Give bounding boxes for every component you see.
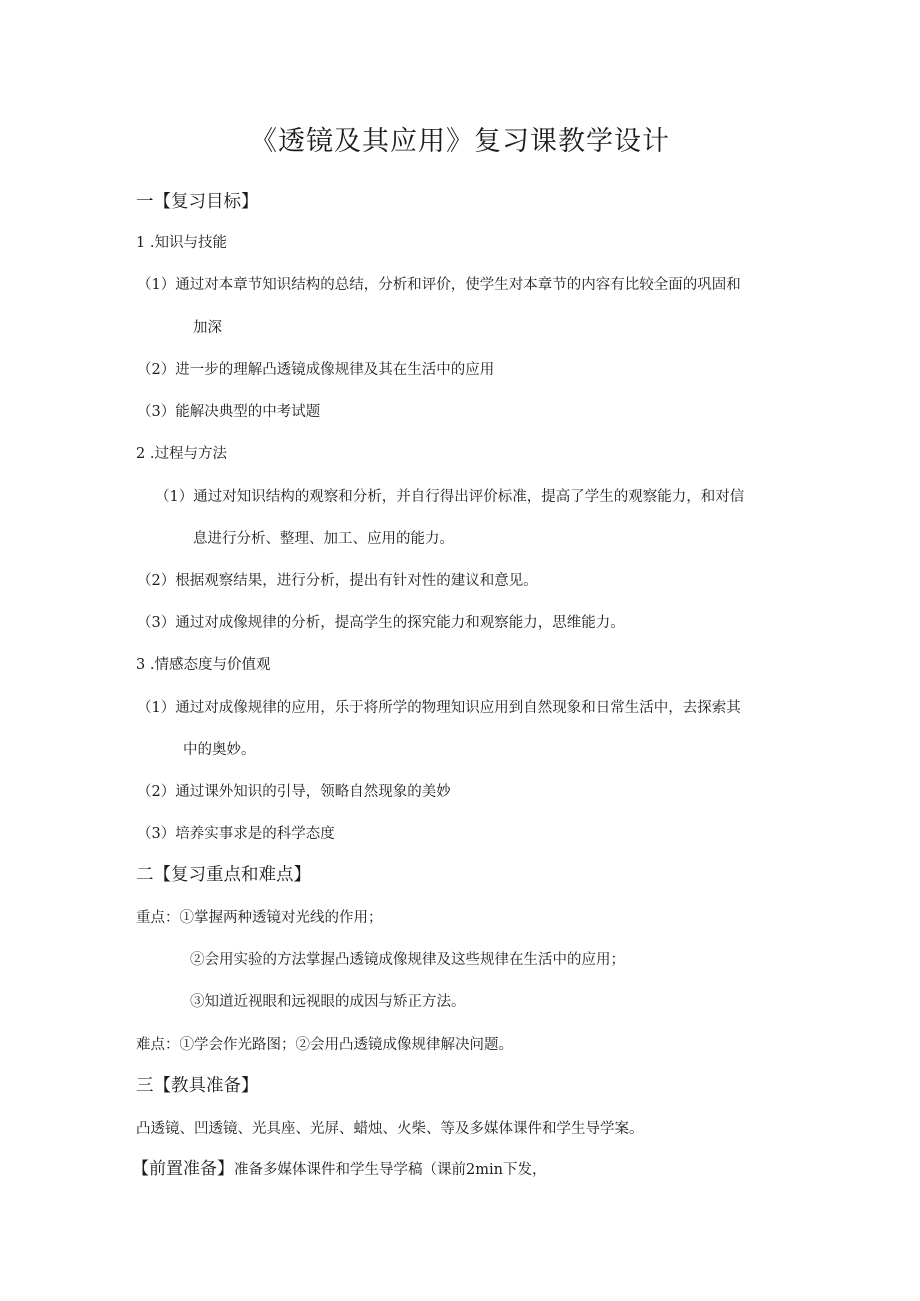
list-item: （2）通过课外知识的引导，领略自然现象的美妙 <box>137 784 451 800</box>
section-heading-key-points: 二【复习重点和难点】 <box>136 865 311 885</box>
list-item-continuation: 中的奥妙。 <box>183 742 256 758</box>
section-heading-teaching-aids: 三【教具准备】 <box>136 1076 259 1096</box>
list-item: （2）进一步的理解凸透镜成像规律及其在生活中的应用 <box>137 362 495 378</box>
document-title: 《透镜及其应用》复习课教学设计 <box>250 126 670 157</box>
list-item: （3）培养实事求是的科学态度 <box>137 826 335 842</box>
preparation-line <box>132 1159 546 1180</box>
key-point: 重点：①掌握两种透镜对光线的作用； <box>136 910 383 926</box>
list-item: （1）通过对本章节知识结构的总结，分析和评价，使学生对本章节的内容有比较全面的巩固和 <box>137 277 741 293</box>
subheading-attitude-values: 3 .情感态度与价值观 <box>136 657 271 673</box>
list-item-continuation: 息进行分析、整理、加工、应用的能力。 <box>193 531 454 547</box>
section-heading-goals: 一【复习目标】 <box>136 192 259 212</box>
preparation-label: 【前置准备】 <box>132 1159 234 1179</box>
difficult-points: 难点：①学会作光路图；②会用凸透镜成像规律解决问题。 <box>136 1037 513 1053</box>
key-point: ③知道近视眼和远视眼的成因与矫正方法。 <box>190 994 466 1010</box>
key-point: ②会用实验的方法掌握凸透镜成像规律及这些规律在生活中的应用； <box>190 952 625 968</box>
list-item: （1）通过对成像规律的应用，乐于将所学的物理知识应用到自然现象和日常生活中，去探索其 <box>137 700 741 716</box>
list-item: （3）能解决典型的中考试题 <box>137 404 321 420</box>
teaching-aids-list: 凸透镜、凹透镜、光具座、光屏、蜡烛、火柴、等及多媒体课件和学生导学案。 <box>136 1121 644 1137</box>
list-item: （1）通过对知识结构的观察和分析，并自行得出评价标准，提高了学生的观察能力，和对信 <box>155 489 745 505</box>
preparation-text: 准备多媒体课件和学生导学稿（课前2min下发， <box>234 1162 547 1178</box>
list-item: （2）根据观察结果，进行分析，提出有针对性的建议和意见。 <box>137 573 538 589</box>
subheading-knowledge-skills: 1 .知识与技能 <box>136 235 227 251</box>
list-item: （3）通过对成像规律的分析，提高学生的探究能力和观察能力，思维能力。 <box>137 615 625 631</box>
subheading-process-method: 2 .过程与方法 <box>136 446 227 462</box>
list-item-continuation: 加深 <box>193 320 222 336</box>
